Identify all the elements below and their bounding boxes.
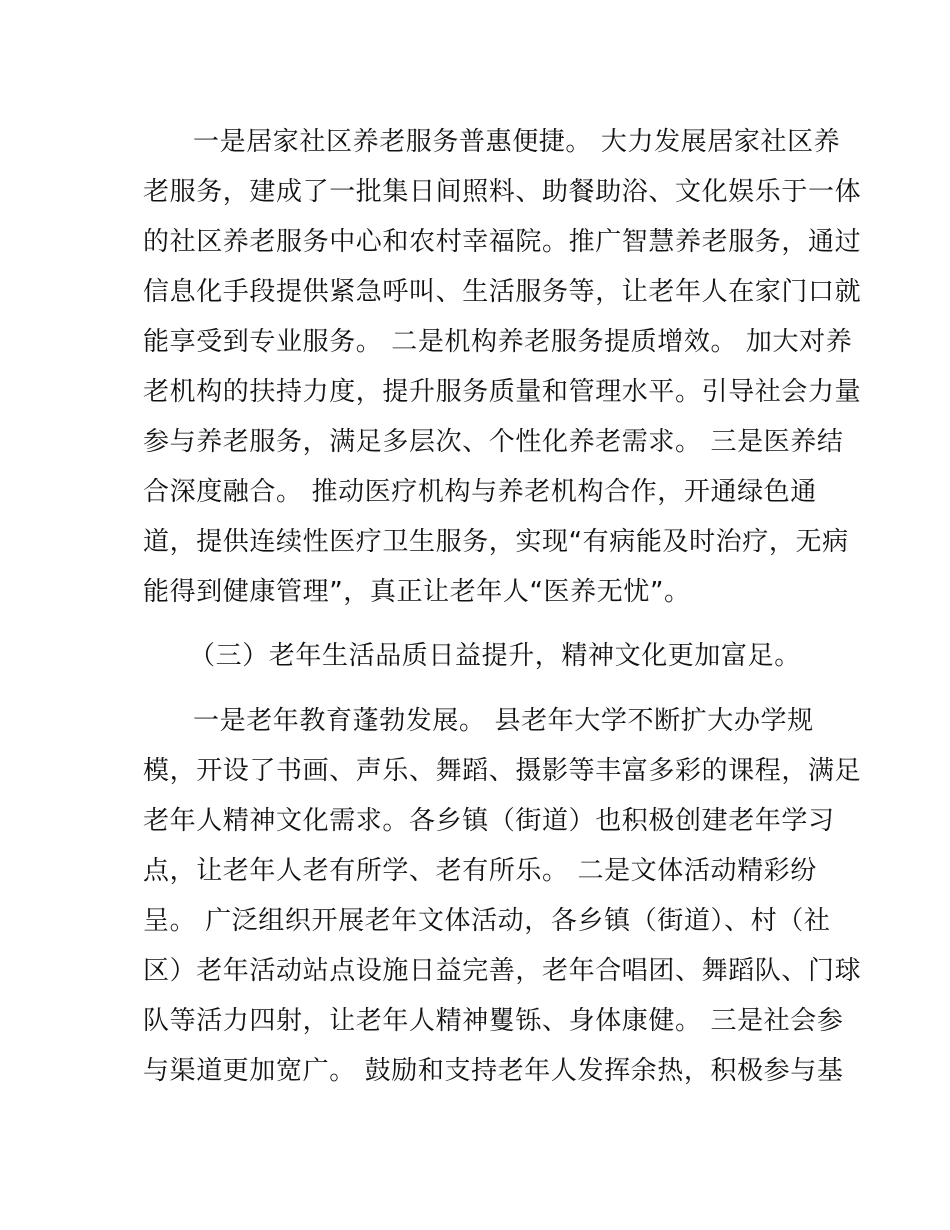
paragraph-2-line-4: 点，让老年人老有所学、老有所乐。 二是文体活动精彩纷 bbox=[143, 856, 817, 886]
paragraph-1-line-6: 老机构的扶持力度，提升服务质量和管理水平。引导社会力量 bbox=[143, 377, 862, 407]
paragraph-2-line-2: 模，开设了书画、声乐、舞蹈、摄影等丰富多彩的课程，满足 bbox=[143, 756, 862, 786]
paragraph-1-line-2: 老服务，建成了一批集日间照料、助餐助浴、文化娱乐于一体 bbox=[143, 177, 862, 207]
paragraph-1-line-3: 的社区养老服务中心和农村幸福院。推广智慧养老服务，通过 bbox=[143, 227, 862, 257]
paragraph-2-line-3: 老年人精神文化需求。各乡镇（街道）也积极创建老年学习 bbox=[143, 806, 835, 836]
paragraph-2-line-7: 队等活力四射，让老年人精神矍铄、身体康健。 三是社会参 bbox=[143, 1006, 844, 1036]
section-heading: （三）老年生活品质日益提升，精神文化更加富足。 bbox=[189, 641, 801, 671]
paragraph-1-line-5: 能享受到专业服务。 二是机构养老服务提质增效。 加大对养 bbox=[143, 327, 853, 357]
paragraph-1-line-9: 道，提供连续性医疗卫生服务，实现“有病能及时治疗，无病 bbox=[143, 527, 849, 557]
paragraph-1-line-4: 信息化手段提供紧急呼叫、生活服务等，让老年人在家门口就 bbox=[143, 277, 862, 307]
paragraph-2-line-1: 一是老年教育蓬勃发展。 县老年大学不断扩大办学规 bbox=[193, 706, 814, 736]
paragraph-2-line-6: 区）老年活动站点设施日益完善，老年合唱团、舞蹈队、门球 bbox=[143, 956, 862, 986]
paragraph-1-line-1: 一是居家社区养老服务普惠便捷。 大力发展居家社区养 bbox=[193, 127, 841, 157]
paragraph-1-line-10: 能得到健康管理”，真正让老年人“医养无忧”。 bbox=[143, 577, 691, 607]
paragraph-2-line-5: 呈。 广泛组织开展老年文体活动，各乡镇（街道）、村（社 bbox=[143, 906, 831, 936]
paragraph-1-line-8: 合深度融合。 推动医疗机构与养老机构合作，开通绿色通 bbox=[143, 477, 817, 507]
paragraph-1-line-7: 参与养老服务，满足多层次、个性化养老需求。 三是医养结 bbox=[143, 427, 844, 457]
paragraph-2-line-8: 与渠道更加宽广。 鼓励和支持老年人发挥余热，积极参与基 bbox=[143, 1056, 844, 1086]
